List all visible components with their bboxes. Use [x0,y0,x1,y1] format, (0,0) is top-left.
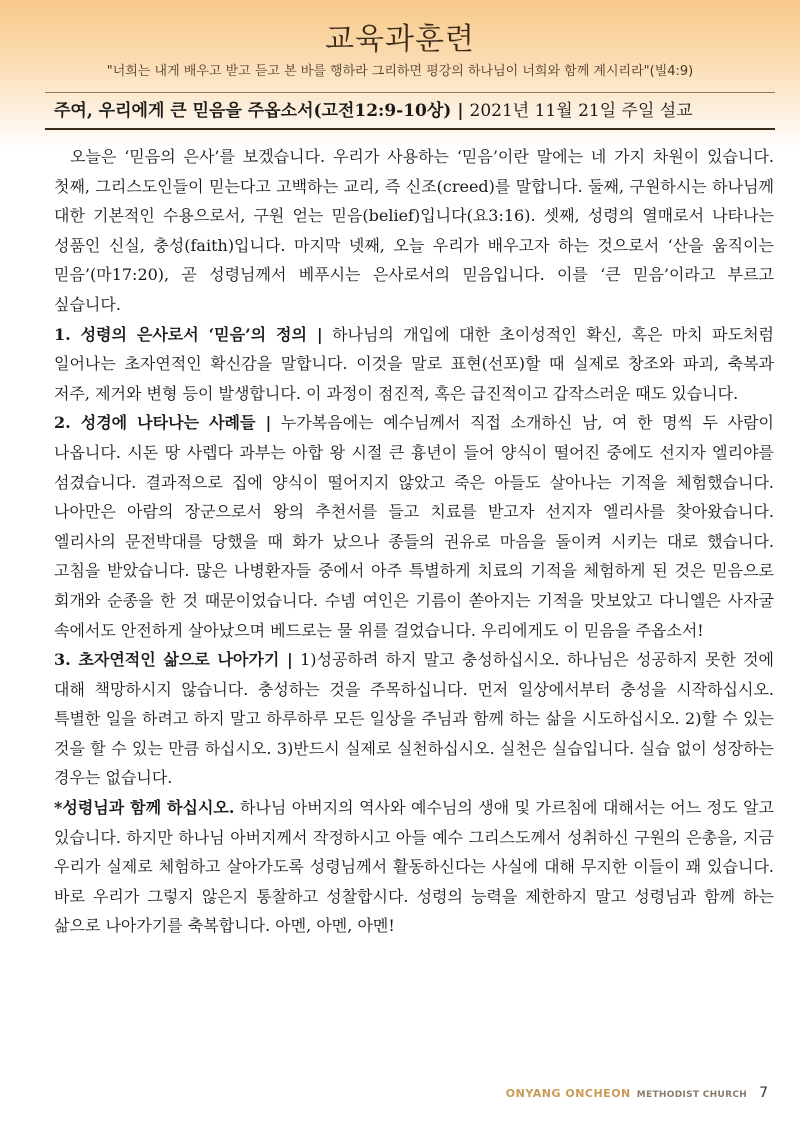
page-footer [506,1085,768,1101]
page-number: 7 [759,1085,768,1101]
section-4-text: 하나님 아버지의 역사와 예수님의 생애 및 가르침에 대해서는 어느 정도 알고 있습니다. 하지만 하나님 아버지께서 작정하시고 아들 예수 그리스도께서 성취하신 구원의 은총을, 지금 우리가 실제로 체험하고 살아가도록 성령님께서 활동하신다는 사실에 대해 무지한 이들이 꽤 있습니다. 바로 우리가 그렇지 않은지 통찰하고 성찰합시다. 성령의 능력을 제한하지 말고 성령님과 함께 하는 삶으로 나아가기를 축복합니다. 아멘, 아멘, 아멘! [54,798,774,936]
sermon-heading [54,96,774,126]
header-rule-bottom [45,128,775,130]
sermon-title: 주여, 우리에게 큰 믿음을 주옵소서(고전12:9-10상) [54,101,452,121]
section-2-text: 누가복음에는 예수님께서 직접 소개하신 남, 여 한 명씩 두 사람이 나옵니다. 시돈 땅 사렙다 과부는 아합 왕 시절 큰 흉년이 들어 양식이 떨어진 중에도 선지자 엘리야를 섬겼습니다. 결과적으로 집에 양식이 떨어지지 않았고 죽은 아들도 살아나는 기적을 체험했습니다. 나아만은 아람의 장군으로서 왕의 추천서를 들고 치료를 받고자 선지자 엘리사를 찾아왔습니다. 엘리사의 문전박대를 당했을 때 화가 났으나 종들의 권유로 마음을 돌이켜 시키는 대로 했습니다. 고침을 받았습니다. 많은 나병환자들 중에서 아주 특별하게 치료의 기적을 체험하게 된 것은 믿음으로 회개와 순종을 한 것 때문이었습니다. 수넴 여인은 기름이 쏟아지는 기적을 맛보았고 다니엘은 사자굴 속에서도 안전하게 살아났으며 베드로는 물 위를 걸었습니다. 우리에게도 이 믿음을 주옵소서! [54,413,774,640]
church-type: METHODIST CHURCH [636,1090,748,1100]
heading-separator: | [457,101,464,121]
church-name: ONYANG ONCHEON [505,1087,631,1100]
section-1-text: 하나님의 개입에 대한 초이성적인 확신, 혹은 마치 파도처럼 일어나는 초자연적인 확신감을 말합니다. 이것을 말로 표현(선포)할 때 실제로 창조와 파괴, 축복과 저주, 제거와 변형 등이 발생합니다. 이 과정이 점진적, 혹은 급진적이고 갑작스러운 때도 있습니다. [54,324,774,403]
section-1-heading: 1. 성령의 은사로서 ‘믿음’의 정의 | [54,324,323,344]
section-4 [54,793,774,941]
section-3 [54,645,774,793]
page-title: 교육과훈련 [325,22,475,57]
section-4-heading: *성령님과 함께 하십시오. [54,798,235,818]
intro-paragraph: 오늘은 ‘믿음의 은사’를 보겠습니다. 우리가 사용하는 ‘믿음’이란 말에는 네 가지 차원이 있습니다. 첫째, 그리스도인들이 믿는다고 고백하는 교리, 즉 신조(creed)를 말합니다. 둘째, 구원하시는 하나님께 대한 기본적인 수용으로서, 구원 얻는 믿음(belief)입니다(요3:16). 셋째, 성령의 열매로서 나타나는 성품인 신실, 충성(faith)입니다. 마지막 넷째, 오늘 우리가 배우고자 하는 것으로서 ‘산을 움직이는 믿음’(마17:20), 곧 성령님께서 베푸시는 은사로서의 믿음입니다. 이를 ‘큰 믿음’이라고 부르고 싶습니다. [54,147,774,314]
section-3-heading: 3. 초자연적인 삶으로 나아가기 | [54,650,293,670]
sermon-date: 2021년 11월 21일 주일 설교 [469,101,693,121]
section-2-heading: 2. 성경에 나타나는 사례들 | [54,413,272,433]
section-1 [54,320,774,409]
section-2 [54,408,774,645]
header-rule-top [45,92,775,93]
sermon-body [54,142,774,941]
theme-verse: "너희는 내게 배우고 받고 듣고 본 바를 행하라 그리하면 평강의 하나님이 너희와 함께 계시리라"(빌4:9) [106,64,694,79]
section-3-text: 1)성공하려 하지 말고 충성하십시오. 하나님은 성공하지 못한 것에 대해 책망하시지 않습니다. 충성하는 것을 주목하십니다. 먼저 일상에서부터 충성을 시작하십시오. 특별한 일을 하려고 하지 말고 하루하루 모든 일상을 주님과 함께 하는 삶을 시도하십시오. 2)할 수 있는 것을 할 수 있는 만큼 하십시오. 3)반드시 실제로 실천하십시오. 실천은 실습입니다. 실습 없이 성장하는 경우는 없습니다. [54,650,774,788]
